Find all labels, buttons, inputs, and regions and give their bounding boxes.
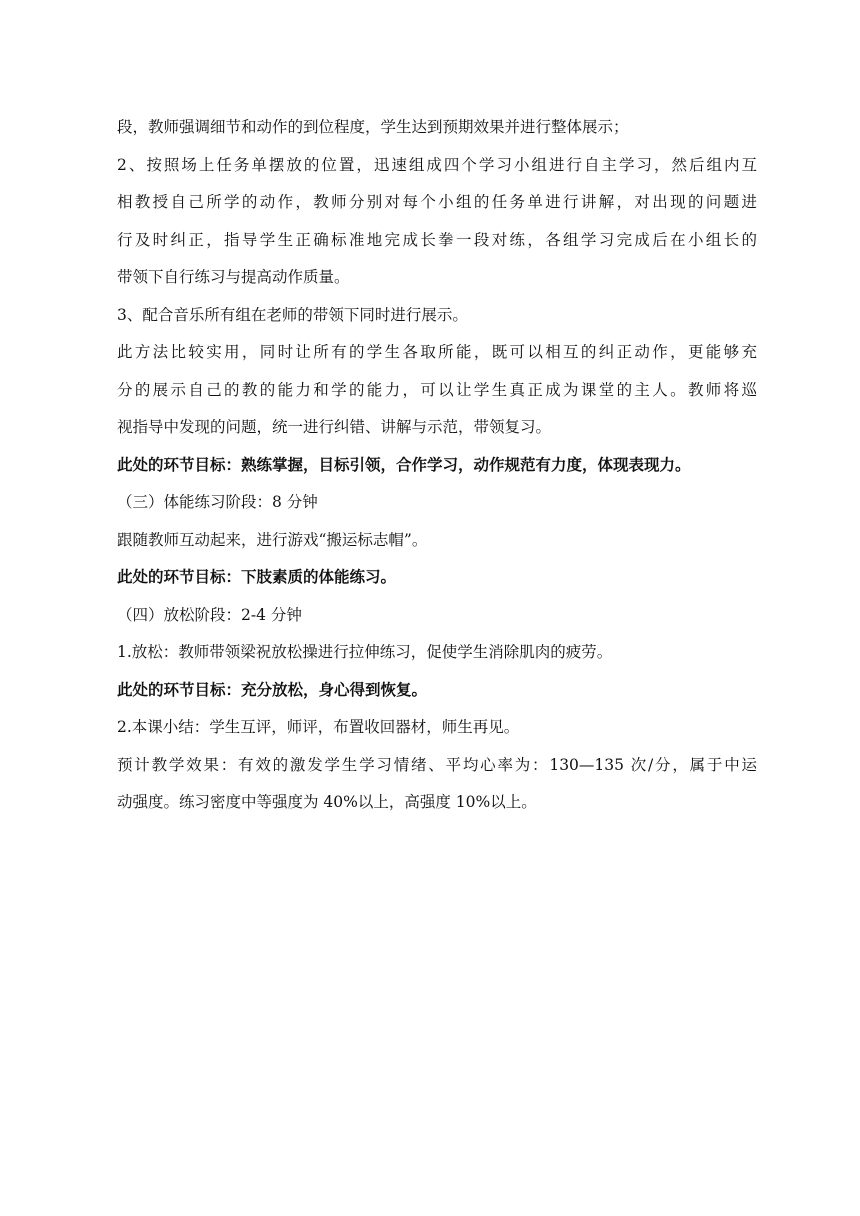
paragraph-line: 视指导中发现的问题，统一进行纠错、讲解与示范，带领复习。 (117, 418, 552, 436)
section-heading: （四）放松阶段：2-4 分钟 (117, 605, 302, 624)
section-goal-heading: 此处的环节目标：充分放松，身心得到恢复。 (117, 680, 428, 699)
paragraph-line: 带领下自行练习与提高动作质量。 (117, 268, 350, 286)
paragraph-line: 段，教师强调细节和动作的到位程度，学生达到预期效果并进行整体展示； (117, 118, 629, 136)
paragraph-line: 行及时纠正，指导学生正确标准地完成长拳一段对练，各组学习完成后在小组长的 (117, 230, 757, 249)
paragraph-line: 2、按照场上任务单摆放的位置，迅速组成四个学习小组进行自主学习，然后组内互 (117, 155, 757, 174)
document-body (117, 109, 757, 822)
paragraph-line: 跟随教师互动起来，进行游戏“搬运标志帽”。 (117, 530, 428, 549)
paragraph-line: 2.本课小结：学生互评，师评，布置收回器材，师生再见。 (117, 718, 520, 736)
section-goal-heading: 此处的环节目标：熟练掌握，目标引领，合作学习，动作规范有力度，体现表现力。 (117, 455, 691, 474)
paragraph-line: 预计教学效果：有效的激发学生学习情绪、平均心率为：130—135 次/分，属于中运 (117, 755, 757, 774)
paragraph-line: 动强度。练习密度中等强度为 40%以上，高强度 10%以上。 (117, 793, 537, 811)
paragraph-line: 1.放松：教师带领梁祝放松操进行拉伸练习，促使学生消除肌肉的疲劳。 (117, 643, 613, 661)
section-goal-heading: 此处的环节目标：下肢素质的体能练习。 (117, 568, 397, 586)
section-heading: （三）体能练习阶段：8 分钟 (117, 493, 318, 511)
paragraph-line: 相教授自己所学的动作，教师分别对每个小组的任务单进行讲解，对出现的问题进 (117, 193, 757, 211)
paragraph-line: 此方法比较实用，同时让所有的学生各取所能，既可以相互的纠正动作，更能够充 (117, 343, 757, 361)
paragraph-line: 3、配合音乐所有组在老师的带领下同时进行展示。 (117, 305, 468, 324)
paragraph-line: 分的展示自己的教的能力和学的能力，可以让学生真正成为课堂的主人。教师将巡 (117, 380, 757, 399)
